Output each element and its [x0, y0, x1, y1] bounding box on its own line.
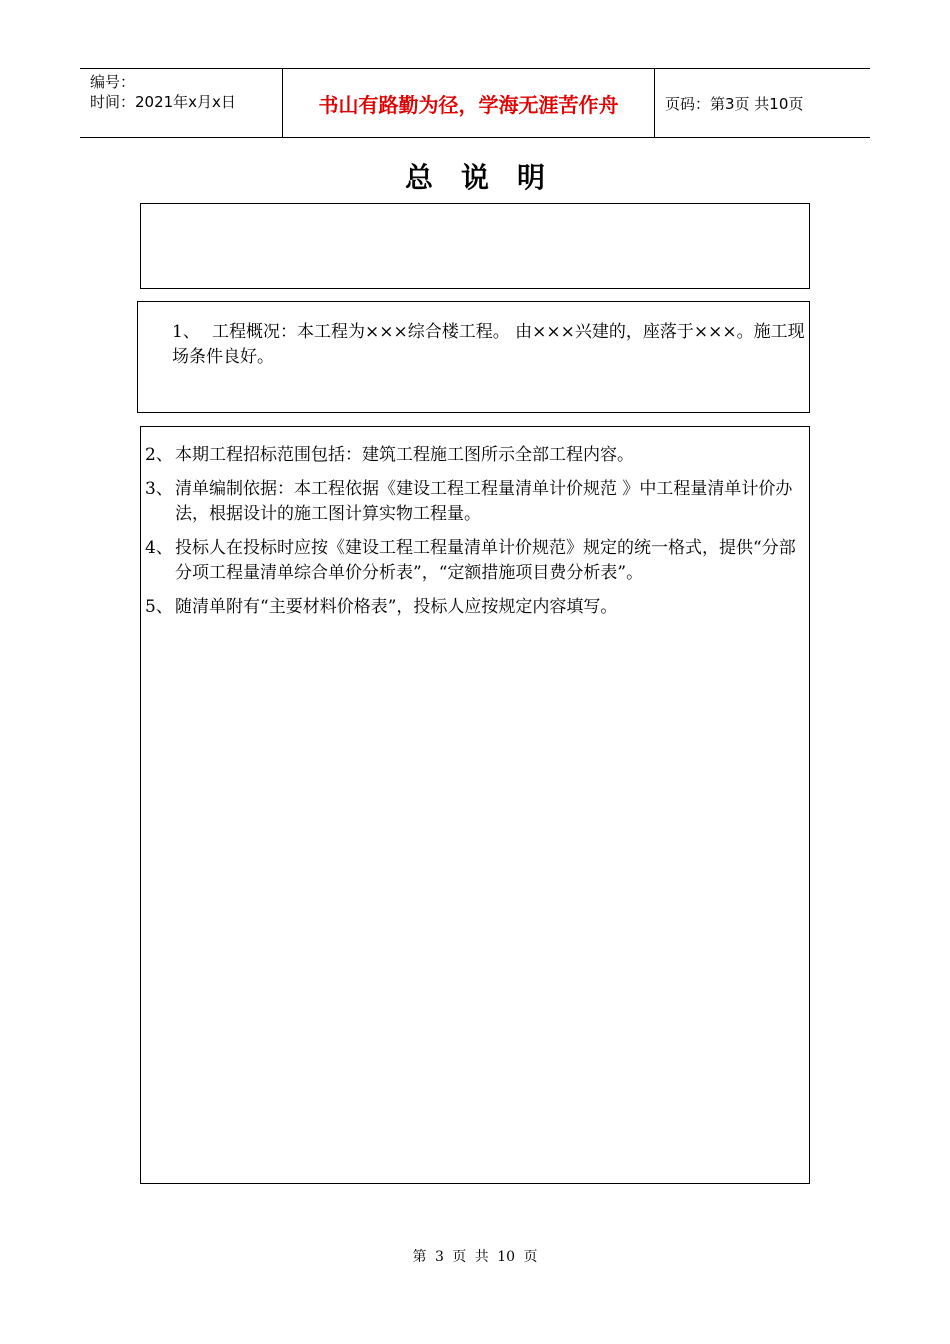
- list-item: [145, 536, 805, 586]
- item-number: 4、: [145, 538, 173, 558]
- list-item: [145, 595, 805, 620]
- item-number: 1、: [172, 322, 200, 342]
- notes-box: [140, 426, 810, 1184]
- item-text: 投标人在投标时应按《建设工程工程量清单计价规范》规定的统一格式，提供“分部分项工程量清单综合单价分析表”，“定额措施项目费分析表”。: [175, 538, 796, 583]
- item-number: 3、: [145, 479, 173, 499]
- item-text: 清单编制依据：本工程依据《建设工程工程量清单计价规范 》中工程量清单计价办法，根据设计的施工图计算实物工程量。: [175, 479, 793, 524]
- list-item: [145, 477, 805, 527]
- overview-item: [172, 320, 805, 370]
- item-number: 2、: [145, 445, 173, 465]
- number-label: 编号：: [90, 73, 136, 91]
- list-item: [145, 443, 805, 468]
- item-text: 工程概况：本工程为×××综合楼工程。 由×××兴建的，座落于×××。施工现场条件良好。: [172, 322, 805, 367]
- header-meta: [80, 69, 282, 137]
- page-header: [80, 68, 870, 138]
- item-text: 本期工程招标范围包括：建筑工程施工图所示全部工程内容。: [175, 445, 634, 465]
- notes-list: [145, 443, 805, 629]
- header-motto: 书山有路勤为径，学海无涯苦作舟: [282, 69, 655, 137]
- overview-box: [137, 301, 810, 413]
- item-number: 5、: [145, 597, 173, 617]
- header-page-info: 页码：第3页 共10页: [665, 94, 804, 113]
- item-text: 随清单附有“主要材料价格表”，投标人应按规定内容填写。: [175, 597, 618, 617]
- page-title: 总说明: [404, 161, 573, 194]
- time-label: 时间：2021年x月x日: [90, 93, 236, 111]
- page-footer: 第 3 页 共 10 页: [412, 1249, 538, 1265]
- empty-box: [140, 203, 810, 289]
